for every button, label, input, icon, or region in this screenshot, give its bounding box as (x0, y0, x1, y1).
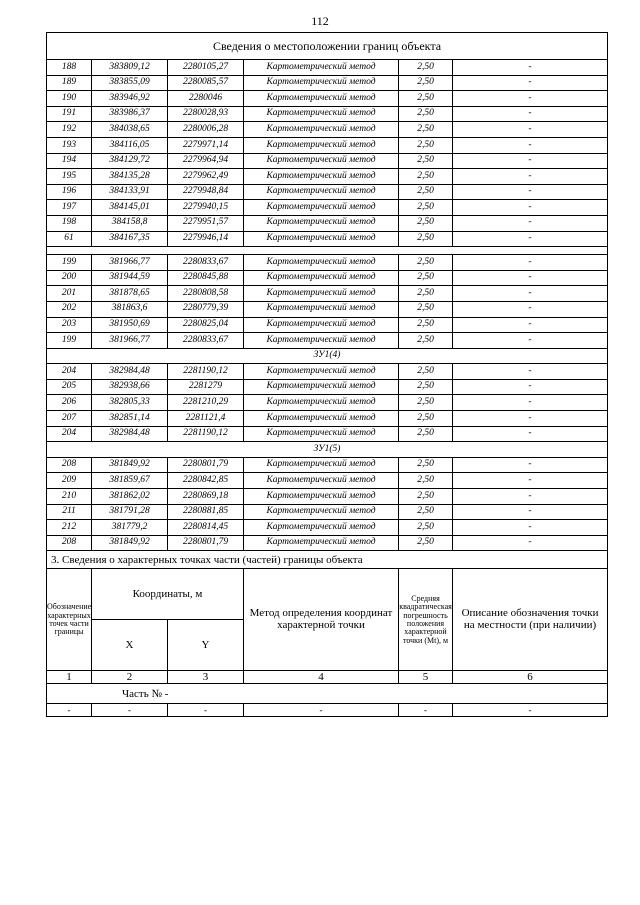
part-row (47, 684, 608, 704)
point-id-cell: 194 (47, 153, 92, 169)
method-cell: Картометрический метод (244, 411, 399, 427)
table-row (47, 200, 608, 216)
error-cell: 2,50 (399, 457, 453, 473)
error-cell: 2,50 (399, 301, 453, 317)
coord-y-cell: 2280833,67 (168, 255, 244, 271)
empty-cell: - (47, 704, 92, 717)
method-cell: Картометрический метод (244, 231, 399, 247)
coord-x-cell: 381863,6 (92, 301, 168, 317)
coord-x-cell: 382851,14 (92, 411, 168, 427)
table-title-row (47, 33, 608, 60)
error-cell: 2,50 (399, 137, 453, 153)
coord-y-cell: 2281121,4 (168, 411, 244, 427)
empty-data-row (47, 704, 608, 717)
description-cell: - (453, 286, 608, 302)
point-id-cell: 190 (47, 91, 92, 107)
table-row (47, 379, 608, 395)
description-cell: - (453, 255, 608, 271)
point-id-cell: 200 (47, 270, 92, 286)
coord-y-cell: 2280801,79 (168, 535, 244, 551)
description-cell: - (453, 122, 608, 138)
col-description-header: Описание обозначения точки на местности (при наличии) (453, 569, 608, 671)
coord-x-cell: 381950,69 (92, 317, 168, 333)
point-id-cell: 188 (47, 60, 92, 76)
coord-y-cell: 2280814,45 (168, 520, 244, 536)
method-cell: Картометрический метод (244, 426, 399, 442)
method-cell: Картометрический метод (244, 286, 399, 302)
method-cell: Картометрический метод (244, 60, 399, 76)
point-id-cell: 204 (47, 364, 92, 380)
coord-y-cell: 2279951,57 (168, 215, 244, 231)
coord-x-cell: 384038,65 (92, 122, 168, 138)
method-cell: Картометрический метод (244, 379, 399, 395)
method-cell: Картометрический метод (244, 333, 399, 349)
coord-y-cell: 2280006,28 (168, 122, 244, 138)
column-numbers-row (47, 671, 608, 684)
description-cell: - (453, 270, 608, 286)
page-number: 112 (311, 14, 329, 28)
description-cell: - (453, 137, 608, 153)
coord-y-cell: 2280105,27 (168, 60, 244, 76)
error-cell: 2,50 (399, 60, 453, 76)
description-cell: - (453, 426, 608, 442)
coord-y-cell: 2279962,49 (168, 169, 244, 185)
point-id-cell: 192 (47, 122, 92, 138)
method-cell: Картометрический метод (244, 301, 399, 317)
coord-x-cell: 381849,92 (92, 457, 168, 473)
group-separator (47, 247, 608, 255)
point-id-cell: 201 (47, 286, 92, 302)
method-cell: Картометрический метод (244, 504, 399, 520)
point-id-cell: 196 (47, 184, 92, 200)
coord-y-cell: 2280825,04 (168, 317, 244, 333)
table-row (47, 473, 608, 489)
group-label: ЗУ1(5) (47, 442, 608, 458)
method-cell: Картометрический метод (244, 200, 399, 216)
section3-title-row (47, 551, 608, 569)
point-id-cell: 202 (47, 301, 92, 317)
group-separator-row (47, 247, 608, 255)
point-id-cell: 61 (47, 231, 92, 247)
point-id-cell: 206 (47, 395, 92, 411)
method-cell: Картометрический метод (244, 489, 399, 505)
error-cell: 2,50 (399, 122, 453, 138)
description-cell: - (453, 75, 608, 91)
method-cell: Картометрический метод (244, 184, 399, 200)
description-cell: - (453, 364, 608, 380)
point-id-cell: 208 (47, 535, 92, 551)
table-title: Сведения о местоположении границ объекта (47, 33, 608, 60)
coord-y-cell: 2279940,15 (168, 200, 244, 216)
point-id-cell: 198 (47, 215, 92, 231)
method-cell: Картометрический метод (244, 535, 399, 551)
coord-x-cell: 384158,8 (92, 215, 168, 231)
method-cell: Картометрический метод (244, 395, 399, 411)
coord-x-cell: 381966,77 (92, 255, 168, 271)
table-row (47, 333, 608, 349)
coord-y-cell: 2280833,67 (168, 333, 244, 349)
error-cell: 2,50 (399, 333, 453, 349)
description-cell: - (453, 184, 608, 200)
point-id-cell: 197 (47, 200, 92, 216)
coord-x-cell: 383809,12 (92, 60, 168, 76)
column-number: 1 (47, 671, 92, 684)
col-error-header: Средняя квадратическая погрешность положения характерной точки (Mt), м (399, 569, 453, 671)
table-row (47, 489, 608, 505)
method-cell: Картометрический метод (244, 270, 399, 286)
coord-x-cell: 382938,66 (92, 379, 168, 395)
coord-y-cell: 2280779,39 (168, 301, 244, 317)
coord-x-cell: 383855,09 (92, 75, 168, 91)
description-cell: - (453, 106, 608, 122)
error-cell: 2,50 (399, 169, 453, 185)
error-cell: 2,50 (399, 91, 453, 107)
point-id-cell: 211 (47, 504, 92, 520)
table-row (47, 91, 608, 107)
coord-y-cell: 2280842,85 (168, 473, 244, 489)
document-table-wrap (46, 32, 607, 717)
col-coords-header: Координаты, м (92, 569, 244, 620)
point-id-cell: 204 (47, 426, 92, 442)
coord-x-cell: 383946,92 (92, 91, 168, 107)
method-cell: Картометрический метод (244, 137, 399, 153)
empty-cell: - (399, 704, 453, 717)
table-row (47, 364, 608, 380)
description-cell: - (453, 379, 608, 395)
coord-y-cell: 2280881,85 (168, 504, 244, 520)
error-cell: 2,50 (399, 489, 453, 505)
description-cell: - (453, 91, 608, 107)
table-row (47, 301, 608, 317)
point-id-cell: 189 (47, 75, 92, 91)
point-id-cell: 212 (47, 520, 92, 536)
point-id-cell: 210 (47, 489, 92, 505)
coord-y-cell: 2281190,12 (168, 364, 244, 380)
error-cell: 2,50 (399, 504, 453, 520)
point-id-cell: 199 (47, 333, 92, 349)
table-row (47, 122, 608, 138)
table-row (47, 426, 608, 442)
error-cell: 2,50 (399, 317, 453, 333)
method-cell: Картометрический метод (244, 255, 399, 271)
coord-y-cell: 2279964,94 (168, 153, 244, 169)
point-id-cell: 209 (47, 473, 92, 489)
coord-y-cell: 2281279 (168, 379, 244, 395)
error-cell: 2,50 (399, 364, 453, 380)
description-cell: - (453, 215, 608, 231)
empty-cell: - (92, 704, 168, 717)
coord-x-cell: 381779,2 (92, 520, 168, 536)
coord-x-cell: 384129,72 (92, 153, 168, 169)
part-label: Часть № - (47, 684, 608, 704)
error-cell: 2,50 (399, 520, 453, 536)
empty-cell: - (168, 704, 244, 717)
description-cell: - (453, 301, 608, 317)
error-cell: 2,50 (399, 395, 453, 411)
point-id-cell: 207 (47, 411, 92, 427)
coord-x-cell: 381944,59 (92, 270, 168, 286)
description-cell: - (453, 231, 608, 247)
table-row (47, 286, 608, 302)
error-cell: 2,50 (399, 231, 453, 247)
coord-y-cell: 2281210,29 (168, 395, 244, 411)
col-x-header: X (92, 620, 168, 671)
coord-y-cell: 2280046 (168, 91, 244, 107)
table-row (47, 395, 608, 411)
coord-y-cell: 2279971,14 (168, 137, 244, 153)
coord-x-cell: 381791,28 (92, 504, 168, 520)
table-row (47, 184, 608, 200)
table-row (47, 153, 608, 169)
error-cell: 2,50 (399, 200, 453, 216)
error-cell: 2,50 (399, 426, 453, 442)
section3-header-row (47, 569, 608, 620)
error-cell: 2,50 (399, 184, 453, 200)
method-cell: Картометрический метод (244, 91, 399, 107)
error-cell: 2,50 (399, 473, 453, 489)
coord-x-cell: 384133,91 (92, 184, 168, 200)
group-label: ЗУ1(4) (47, 348, 608, 364)
description-cell: - (453, 395, 608, 411)
coord-y-cell: 2280801,79 (168, 457, 244, 473)
col-y-header: Y (168, 620, 244, 671)
coord-y-cell: 2280869,18 (168, 489, 244, 505)
error-cell: 2,50 (399, 75, 453, 91)
table-row (47, 255, 608, 271)
description-cell: - (453, 473, 608, 489)
method-cell: Картометрический метод (244, 473, 399, 489)
table-row (47, 457, 608, 473)
point-id-cell: 199 (47, 255, 92, 271)
empty-cell: - (244, 704, 399, 717)
method-cell: Картометрический метод (244, 364, 399, 380)
coord-x-cell: 383986,37 (92, 106, 168, 122)
coord-x-cell: 384116,05 (92, 137, 168, 153)
description-cell: - (453, 489, 608, 505)
method-cell: Картометрический метод (244, 317, 399, 333)
description-cell: - (453, 411, 608, 427)
method-cell: Картометрический метод (244, 122, 399, 138)
coord-y-cell: 2280845,88 (168, 270, 244, 286)
table-row (47, 520, 608, 536)
coord-x-cell: 381966,77 (92, 333, 168, 349)
description-cell: - (453, 169, 608, 185)
table-row (47, 215, 608, 231)
table-row (47, 60, 608, 76)
error-cell: 2,50 (399, 153, 453, 169)
coord-y-cell: 2280808,58 (168, 286, 244, 302)
method-cell: Картометрический метод (244, 75, 399, 91)
error-cell: 2,50 (399, 106, 453, 122)
column-number: 2 (92, 671, 168, 684)
column-number: 6 (453, 671, 608, 684)
column-number: 5 (399, 671, 453, 684)
table-row (47, 106, 608, 122)
error-cell: 2,50 (399, 379, 453, 395)
table-row (47, 270, 608, 286)
boundary-table-body (47, 33, 608, 551)
coord-y-cell: 2280028,93 (168, 106, 244, 122)
point-id-cell: 205 (47, 379, 92, 395)
description-cell: - (453, 317, 608, 333)
coord-y-cell: 2279948,84 (168, 184, 244, 200)
coord-x-cell: 381859,67 (92, 473, 168, 489)
description-cell: - (453, 457, 608, 473)
error-cell: 2,50 (399, 286, 453, 302)
point-id-cell: 208 (47, 457, 92, 473)
point-id-cell: 191 (47, 106, 92, 122)
coord-x-cell: 384135,28 (92, 169, 168, 185)
method-cell: Картометрический метод (244, 106, 399, 122)
table-row (47, 75, 608, 91)
table-row (47, 504, 608, 520)
col-method-header: Метод определения координат характерной точки (244, 569, 399, 671)
coord-x-cell: 384167,35 (92, 231, 168, 247)
table-row (47, 535, 608, 551)
error-cell: 2,50 (399, 270, 453, 286)
group-label-row (47, 348, 608, 364)
section3-table (46, 551, 608, 717)
point-id-cell: 195 (47, 169, 92, 185)
table-row (47, 317, 608, 333)
description-cell: - (453, 535, 608, 551)
description-cell: - (453, 200, 608, 216)
description-cell: - (453, 504, 608, 520)
table-row (47, 169, 608, 185)
method-cell: Картометрический метод (244, 215, 399, 231)
column-number: 3 (168, 671, 244, 684)
coord-y-cell: 2281190,12 (168, 426, 244, 442)
description-cell: - (453, 333, 608, 349)
table-row (47, 137, 608, 153)
column-number: 4 (244, 671, 399, 684)
coord-x-cell: 382984,48 (92, 426, 168, 442)
coord-y-cell: 2280085,57 (168, 75, 244, 91)
method-cell: Картометрический метод (244, 520, 399, 536)
table-row (47, 231, 608, 247)
error-cell: 2,50 (399, 411, 453, 427)
coord-x-cell: 384145,01 (92, 200, 168, 216)
group-label-row (47, 442, 608, 458)
error-cell: 2,50 (399, 255, 453, 271)
coord-x-cell: 381862,02 (92, 489, 168, 505)
description-cell: - (453, 60, 608, 76)
method-cell: Картометрический метод (244, 169, 399, 185)
coord-x-cell: 381878,65 (92, 286, 168, 302)
coord-x-cell: 381849,92 (92, 535, 168, 551)
coord-x-cell: 382984,48 (92, 364, 168, 380)
point-id-cell: 203 (47, 317, 92, 333)
coord-y-cell: 2279946,14 (168, 231, 244, 247)
error-cell: 2,50 (399, 215, 453, 231)
description-cell: - (453, 153, 608, 169)
boundary-table (46, 32, 608, 551)
empty-cell: - (453, 704, 608, 717)
method-cell: Картометрический метод (244, 457, 399, 473)
method-cell: Картометрический метод (244, 153, 399, 169)
point-id-cell: 193 (47, 137, 92, 153)
table-row (47, 411, 608, 427)
coord-x-cell: 382805,33 (92, 395, 168, 411)
error-cell: 2,50 (399, 535, 453, 551)
col-point-header: Обозначение характерных точек части границы (47, 569, 92, 671)
section3-title: 3. Сведения о характерных точках части (частей) границы объекта (47, 551, 608, 569)
description-cell: - (453, 520, 608, 536)
